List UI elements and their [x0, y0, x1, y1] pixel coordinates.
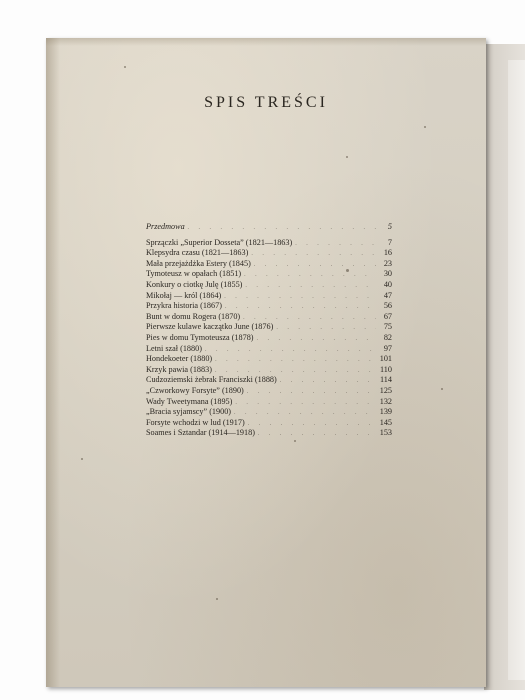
- toc-row-intro: [146, 222, 392, 233]
- toc-entry-page: 47: [383, 290, 392, 300]
- toc-entry-title: Przedmowa: [146, 222, 185, 231]
- page-title: SPIS TREŚCI: [204, 94, 328, 111]
- toc-leader-dots: [221, 292, 376, 303]
- toc-row: [146, 333, 392, 344]
- toc-row: [146, 418, 392, 429]
- toc-row: [146, 407, 392, 418]
- toc-entry-title: Cudzoziemski żebrak Franciszki (1888): [146, 375, 277, 385]
- toc-entry-title: Mikołaj — król (1864): [146, 290, 222, 300]
- toc-entry-title: Mała przejażdżka Estery (1845): [146, 258, 251, 268]
- toc-leader-dots: [241, 270, 376, 281]
- toc-entry-page: 5: [387, 222, 392, 231]
- toc-entry-title: Sprzączki „Superior Dosseta” (1821—1863): [146, 237, 293, 247]
- toc-leader-dots: [231, 408, 376, 419]
- toc-entry-page: 75: [383, 322, 392, 332]
- toc-entry-page: 101: [379, 354, 392, 364]
- paper-speck: [424, 126, 426, 128]
- toc-row: [146, 365, 392, 376]
- toc-row: [146, 397, 392, 408]
- paper-speck: [124, 66, 126, 68]
- toc-entry-page: 56: [383, 301, 392, 311]
- toc-row: [146, 269, 392, 280]
- toc-entry-title: Tymoteusz w opałach (1851): [146, 269, 242, 279]
- toc-leader-dots: [255, 429, 376, 440]
- toc-entry-title: Letni szał (1880): [146, 343, 202, 353]
- book-page: [46, 38, 486, 687]
- toc-leader-dots: [248, 249, 376, 260]
- paper-speck: [216, 598, 218, 600]
- toc-entry-title: Forsyte wchodzi w lud (1917): [146, 417, 245, 427]
- toc-leader-dots: [245, 419, 376, 430]
- toc-row: [146, 312, 392, 323]
- toc-row: [146, 248, 392, 259]
- toc-leader-dots: [244, 387, 376, 398]
- toc-entry-title: Soames i Sztandar (1914—1918): [146, 428, 255, 438]
- toc-entry-title: Hondekoeter (1880): [146, 354, 213, 364]
- paper-speck: [346, 156, 348, 158]
- toc-row: [146, 344, 392, 355]
- toc-leader-dots: [251, 260, 376, 271]
- toc-entry-page: 7: [387, 237, 392, 247]
- toc-entry-page: 40: [383, 279, 392, 289]
- toc-leader-dots: [185, 223, 376, 234]
- toc-entry-title: „Czworkowy Forsyte” (1890): [146, 385, 244, 395]
- toc-row: [146, 428, 392, 439]
- toc-entry-page: 153: [379, 428, 392, 438]
- toc-row: [146, 280, 392, 291]
- toc-entry-title: Pies w domu Tymoteusza (1878): [146, 332, 254, 342]
- toc-entry-title: Bunt w domu Rogera (1870): [146, 311, 241, 321]
- toc-entry-page: 23: [383, 258, 392, 268]
- toc-entry-page: 67: [383, 311, 392, 321]
- background-page-edge: [508, 60, 525, 680]
- toc-leader-dots: [254, 334, 376, 345]
- toc-entry-page: 139: [379, 407, 392, 417]
- toc-row: [146, 386, 392, 397]
- toc-entry-title: Krzyk pawia (1883): [146, 364, 212, 374]
- toc-entry-title: Przykra historia (1867): [146, 301, 222, 311]
- toc-leader-dots: [232, 398, 376, 409]
- toc-row: [146, 354, 392, 365]
- paper-speck: [294, 440, 296, 442]
- toc-entry-title: Klepsydra czasu (1821—1863): [146, 248, 249, 258]
- toc-entry-title: „Bracia syjamscy” (1900): [146, 407, 232, 417]
- toc-entry-title: Wady Tweetymana (1895): [146, 396, 233, 406]
- toc-leader-dots: [212, 355, 376, 366]
- toc-entry-page: 82: [383, 332, 392, 342]
- toc-entry-title: Konkury o ciotkę Julę (1855): [146, 279, 243, 289]
- toc-entry-page: 30: [383, 269, 392, 279]
- toc-leader-dots: [202, 345, 376, 356]
- toc-leader-dots: [273, 323, 376, 334]
- toc-row: [146, 375, 392, 386]
- toc-entry-page: 110: [380, 364, 392, 374]
- toc-entry-page: 125: [379, 385, 392, 395]
- toc-entry-page: 16: [383, 248, 392, 258]
- table-of-contents: [146, 222, 392, 439]
- toc-leader-dots: [222, 302, 376, 313]
- paper-speck: [81, 458, 83, 460]
- toc-entry-page: 145: [379, 417, 392, 427]
- toc-row: [146, 238, 392, 249]
- toc-entry-page: 97: [383, 343, 392, 353]
- page-gutter-shadow: [46, 38, 60, 687]
- toc-entry-title: Pierwsze kulawe kaczątko June (1876): [146, 322, 274, 332]
- toc-row: [146, 301, 392, 312]
- toc-leader-dots: [292, 239, 376, 250]
- toc-row: [146, 322, 392, 333]
- toc-leader-dots: [277, 376, 376, 387]
- page-top-shadow: [46, 38, 486, 46]
- toc-leader-dots: [242, 281, 376, 292]
- toc-entry-page: 114: [380, 375, 392, 385]
- toc-entry-page: 132: [379, 396, 392, 406]
- paper-speck: [441, 388, 443, 390]
- toc-row: [146, 259, 392, 270]
- toc-row: [146, 291, 392, 302]
